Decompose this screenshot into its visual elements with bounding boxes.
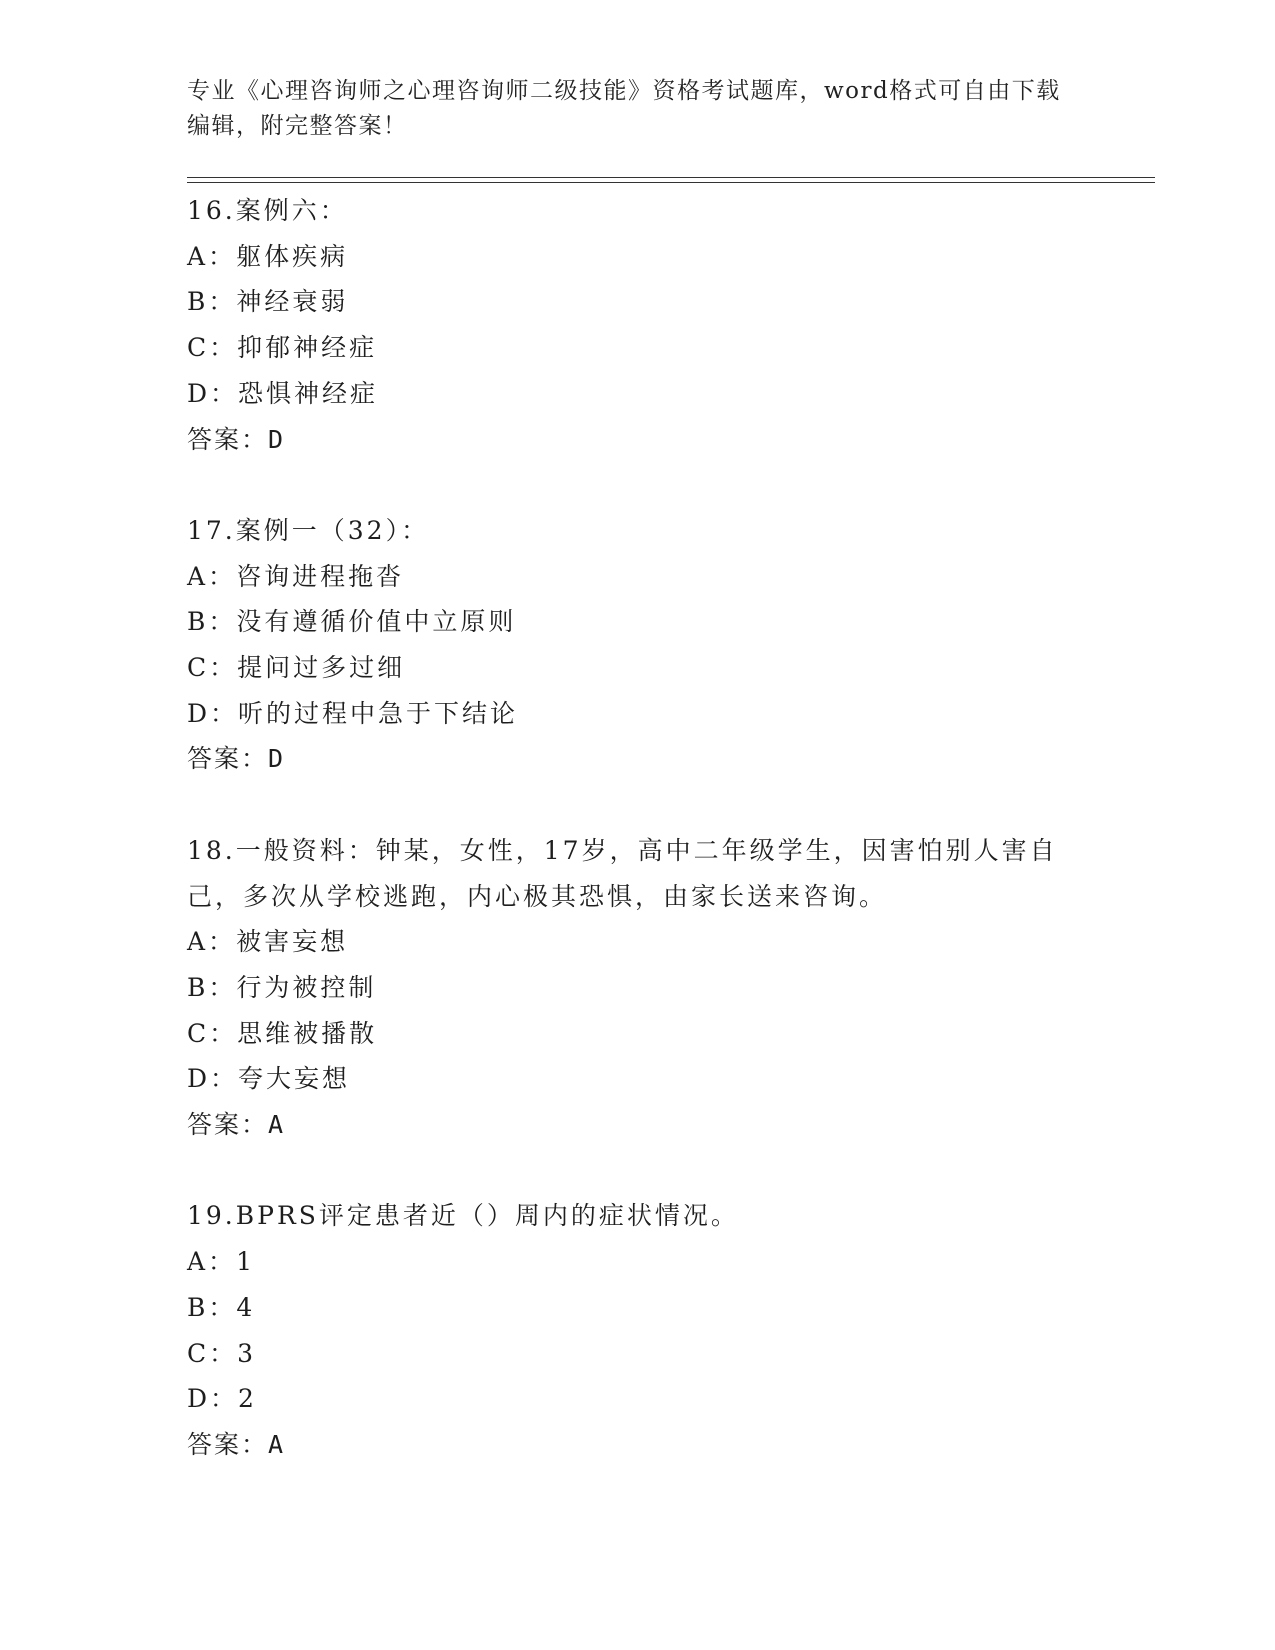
option-b [187, 599, 1087, 645]
answer-line [187, 1102, 1087, 1148]
option-d [187, 1376, 1087, 1422]
answer-label: 答案： [187, 1429, 269, 1459]
option-text: 躯体疾病 [236, 241, 349, 271]
option-text: 3 [237, 1338, 257, 1368]
question-19 [187, 1193, 1087, 1467]
question-spacer [187, 782, 1087, 828]
option-letter: C： [187, 1338, 238, 1368]
option-letter: A： [187, 1247, 237, 1277]
option-a [187, 234, 1087, 280]
option-d [187, 691, 1087, 737]
question-18 [187, 828, 1087, 1148]
question-stem: 19.BPRS评定患者近（）周内的症状情况。 [187, 1201, 739, 1231]
option-text: 4 [236, 1292, 256, 1322]
header-line-2: 编辑，附完整答案！ [187, 113, 408, 139]
option-text: 行为被控制 [236, 972, 377, 1002]
option-a [187, 919, 1087, 965]
option-b [187, 279, 1087, 325]
option-text: 夸大妄想 [238, 1064, 351, 1094]
answer-line [187, 417, 1087, 463]
answer-value: A [268, 1429, 286, 1459]
answer-value: D [268, 744, 286, 774]
option-c [187, 1011, 1087, 1057]
option-text: 思维被播散 [237, 1018, 378, 1048]
answer-label: 答案： [187, 1110, 269, 1140]
option-text: 恐惧神经症 [238, 378, 379, 408]
option-b [187, 1285, 1087, 1331]
question-spacer [187, 462, 1087, 508]
question-stem: 16.案例六： [187, 196, 348, 225]
question-stem: 17.案例一（32）： [187, 515, 430, 545]
option-c [187, 325, 1087, 371]
document-header [187, 74, 1087, 144]
option-b [187, 965, 1087, 1011]
answer-label: 答案： [187, 744, 269, 774]
option-letter: D： [187, 378, 239, 408]
answer-line [187, 1422, 1087, 1468]
option-text: 提问过多过细 [237, 653, 406, 683]
option-c [187, 645, 1087, 691]
answer-line [187, 736, 1087, 782]
option-letter: A： [187, 927, 237, 957]
question-list [187, 188, 1087, 1468]
header-divider-bottom [187, 182, 1155, 183]
option-text: 听的过程中急于下结论 [238, 698, 519, 728]
answer-value: D [268, 424, 286, 454]
question-16 [187, 188, 1087, 462]
option-letter: B： [187, 607, 237, 637]
option-letter: D： [187, 1384, 239, 1414]
option-c [187, 1331, 1087, 1377]
option-text: 被害妄想 [236, 927, 349, 957]
option-text: 神经衰弱 [236, 287, 349, 317]
option-letter: A： [187, 561, 237, 591]
answer-value: A [268, 1110, 286, 1140]
option-letter: B： [187, 972, 237, 1002]
question-17 [187, 508, 1087, 782]
header-divider-top [187, 177, 1155, 178]
option-text: 咨询进程拖沓 [236, 561, 405, 591]
option-letter: A： [187, 241, 237, 271]
option-letter: B： [187, 287, 237, 317]
option-letter: C： [187, 1018, 238, 1048]
option-text: 2 [238, 1384, 257, 1414]
option-d [187, 371, 1087, 417]
option-d [187, 1056, 1087, 1102]
option-a [187, 554, 1087, 600]
option-text: 没有遵循价值中立原则 [236, 607, 517, 637]
option-letter: D： [187, 1064, 239, 1094]
question-stem: 18.一般资料：钟某，女性，17岁，高中二年级学生，因害怕别人害自己，多次从学校逃跑，内心极其恐惧，由家长送来咨询。 [187, 835, 1058, 911]
option-letter: C： [187, 653, 238, 683]
option-letter: B： [187, 1292, 237, 1322]
option-text: 抑郁神经症 [237, 333, 378, 363]
option-letter: C： [187, 333, 238, 363]
header-line-1: 专业《心理咨询师之心理咨询师二级技能》资格考试题库，word格式可自由下载 [187, 78, 1061, 104]
answer-label: 答案： [187, 424, 269, 454]
option-text: 1 [236, 1247, 255, 1277]
option-letter: D： [187, 698, 239, 728]
question-spacer [187, 1148, 1087, 1194]
option-a [187, 1239, 1087, 1285]
